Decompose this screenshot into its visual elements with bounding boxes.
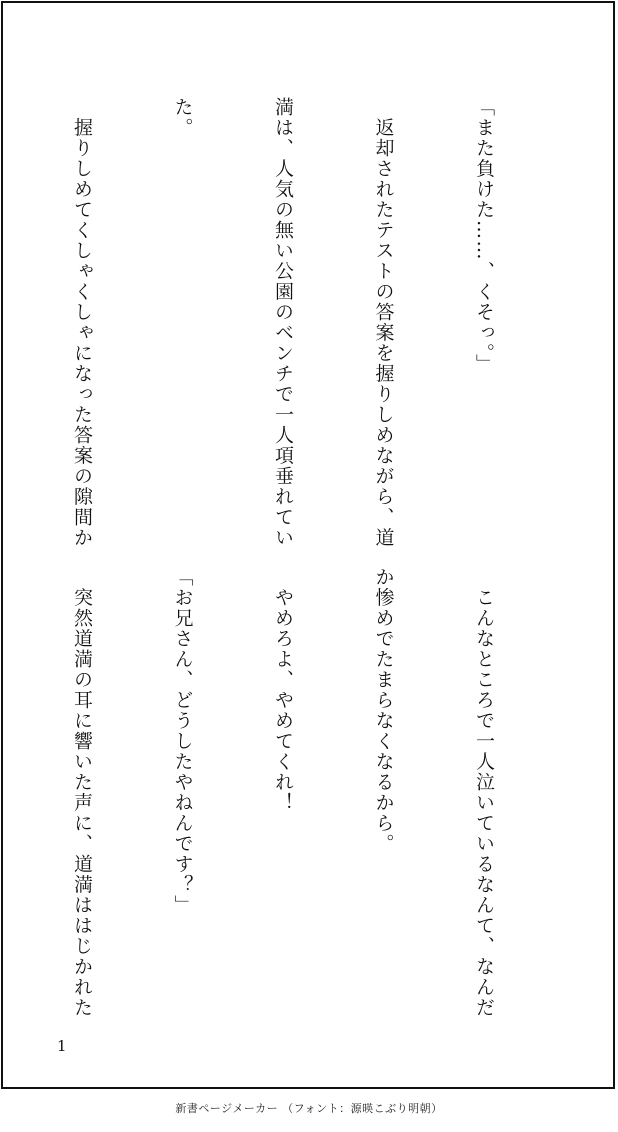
text-line: 握りしめてくしゃくしゃになった答案の隙間か (71, 97, 93, 548)
text-line: やめろよ、やめてくれ！ (272, 567, 294, 813)
text-line: 「また負けた……、くそっ。」 (473, 97, 495, 375)
text-line: か惨めでたまらなくなるから。 (372, 567, 395, 854)
page-frame (1, 1, 615, 1089)
page-number: 1 (57, 1037, 67, 1055)
text-line: た。 (171, 97, 194, 138)
footer-caption: 新書ページメーカー （フォント：源暎こぶり明朝） (175, 1102, 443, 1115)
text-block-upper (0, 97, 567, 547)
text-block-lower (0, 567, 567, 1017)
text-line: 「お兄さん、どうしたやねんです？」 (171, 567, 194, 916)
text-line: 返却されたテストの答案を握りしめながら、道 (372, 97, 395, 548)
text-line: 満は、人気の無い公園のベンチで一人項垂れてい (272, 97, 294, 548)
text-line: こんなところで一人泣いているなんて、なんだ (473, 567, 495, 1018)
text-line: 突然道満の耳に響いた声に、道満ははじかれた (71, 567, 93, 1018)
